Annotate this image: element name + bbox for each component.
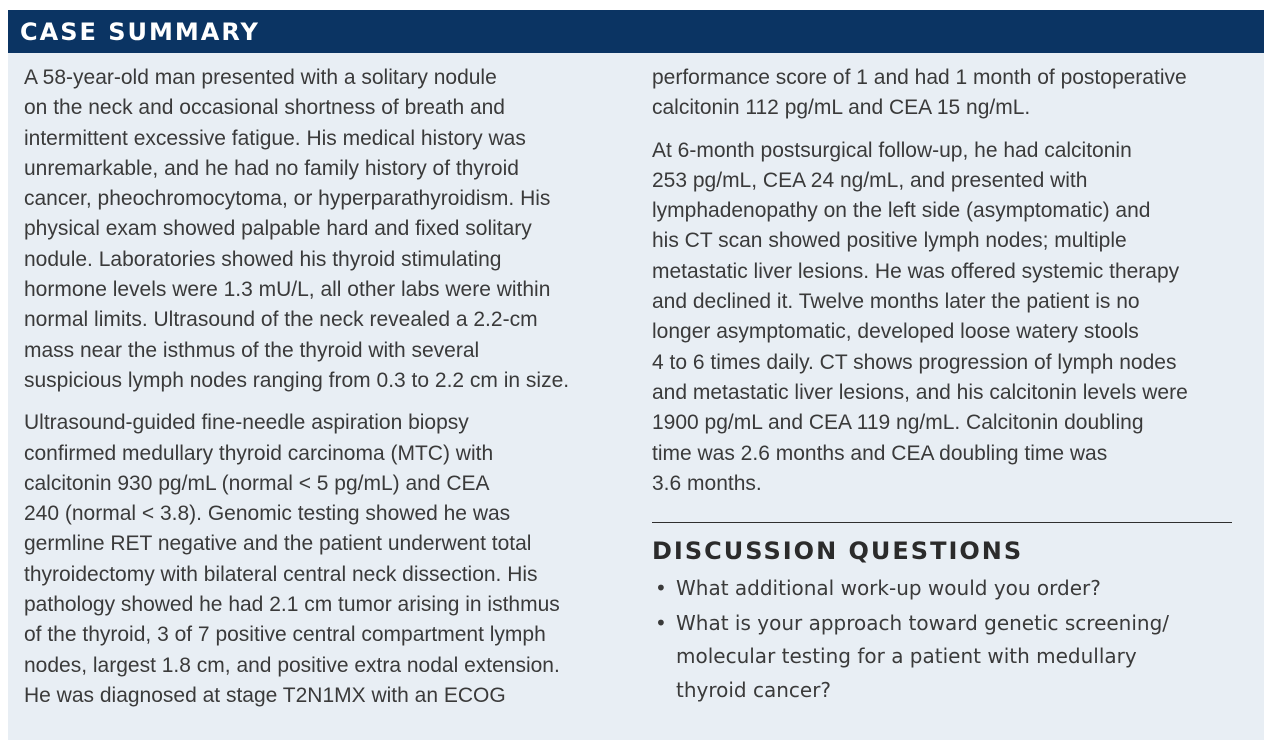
text-line: pathology showed he had 2.1 cm tumor arising in isthmus (24, 593, 560, 617)
text-line: He was diagnosed at stage T2N1MX with an ECOG (24, 683, 506, 707)
text-line: A 58-year-old man presented with a solitary nodule (24, 66, 497, 89)
text-line: physical exam showed palpable hard and fixed solitary (24, 217, 532, 241)
section-divider (652, 522, 1232, 523)
question-line: What additional work-up would you order? (676, 576, 1101, 600)
text-line: metastatic liver lesions. He was offered systemic therapy (652, 259, 1180, 283)
text-line: Ultrasound-guided fine-needle aspiration biopsy (24, 411, 469, 435)
text-line: normal limits. Ultrasound of the neck revealed a 2.2-cm (24, 308, 538, 332)
text-line: his CT scan showed positive lymph nodes; multiple (652, 229, 1127, 253)
text-line: and declined it. Twelve months later the patient is no (652, 290, 1140, 314)
text-line: unremarkable, and he had no family history of thyroid (24, 156, 519, 180)
text-line: 1900 pg/mL and CEA 119 ng/mL. Calcitonin doubling (652, 411, 1144, 435)
discussion-questions-list (652, 572, 1242, 708)
text-line: thyroidectomy with bilateral central neck dissection. His (24, 562, 538, 586)
left-paragraph-2 (24, 408, 614, 711)
text-line: suspicious lymph nodes ranging from 0.3 to 2.2 cm in size. (24, 368, 570, 392)
text-line: calcitonin 112 pg/mL and CEA 15 ng/mL. (652, 96, 1031, 120)
case-summary-header (8, 10, 1264, 53)
bullet-icon: • (655, 576, 667, 600)
text-line: nodes, largest 1.8 cm, and positive extra nodal extension. (24, 653, 560, 677)
discussion-questions-title: DISCUSSION QUESTIONS (652, 537, 1024, 565)
text-line: calcitonin 930 pg/mL (normal < 5 pg/mL) and CEA (24, 471, 490, 495)
text-line: longer asymptomatic, developed loose watery stools (652, 320, 1139, 344)
text-line: of the thyroid, 3 of 7 positive central compartment lymph (24, 623, 546, 647)
text-line: time was 2.6 months and CEA doubling time was (652, 441, 1108, 465)
right-paragraph-2 (652, 136, 1240, 500)
left-column (24, 63, 614, 711)
text-line: 3.6 months. (652, 471, 762, 495)
question-line: What is your approach toward genetic screening/ (676, 610, 1170, 635)
text-line: germline RET negative and the patient underwent total (24, 532, 532, 556)
text-line: performance score of 1 and had 1 month of postoperative (652, 66, 1187, 89)
bullet-icon: • (655, 610, 667, 635)
text-line: on the neck and occasional shortness of breath and (24, 96, 505, 120)
text-line: At 6-month postsurgical follow-up, he had calcitonin (652, 138, 1132, 162)
text-line: mass near the isthmus of the thyroid with several (24, 338, 480, 362)
text-line: cancer, pheochromocytoma, or hyperparathyroidism. His (24, 187, 551, 211)
text-line: 4 to 6 times daily. CT shows progression of lymph nodes (652, 350, 1177, 374)
question-item (652, 572, 1242, 606)
left-paragraph-1 (24, 63, 614, 396)
text-line: lymphadenopathy on the left side (asymptomatic) and (652, 199, 1151, 223)
question-item (652, 607, 1242, 708)
question-line: thyroid cancer? (676, 677, 832, 702)
text-line: and metastatic liver lesions, and his calcitonin levels were (652, 380, 1188, 404)
text-line: confirmed medullary thyroid carcinoma (MTC) with (24, 441, 494, 465)
right-column (652, 63, 1240, 499)
text-line: hormone levels were 1.3 mU/L, all other labs were within (24, 278, 551, 302)
case-summary-title: CASE SUMMARY (20, 18, 260, 46)
text-line: intermittent excessive fatigue. His medical history was (24, 126, 526, 150)
right-paragraph-1 (652, 63, 1240, 124)
text-line: 253 pg/mL, CEA 24 ng/mL, and presented with (652, 168, 1088, 192)
text-line: nodule. Laboratories showed his thyroid stimulating (24, 247, 502, 271)
text-line: 240 (normal < 3.8). Genomic testing showed he was (24, 502, 511, 526)
question-line: molecular testing for a patient with medullary (676, 644, 1137, 668)
